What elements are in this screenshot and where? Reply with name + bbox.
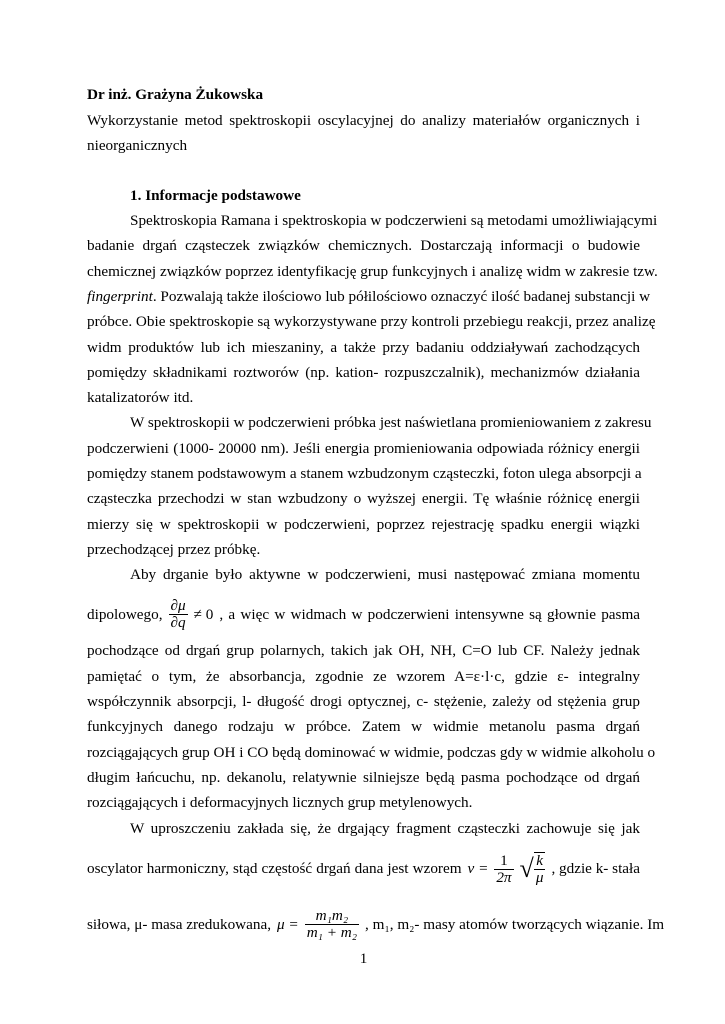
frequency-formula-numerator: 1 <box>494 853 513 870</box>
dipole-derivative-formula <box>169 598 188 631</box>
formula-denominator: ∂q <box>170 614 186 631</box>
root-fraction <box>534 853 546 886</box>
paragraph-2-line-1: W spektroskopii w podczerwieni próbka jest naświetlana promieniowaniem z zakresu <box>130 414 652 431</box>
paragraph-2-line-4: cząsteczka przechodzi w stan wzbudzony o wyższej energii. Tę właśnie różnicę energii <box>87 490 640 507</box>
paragraph-3-line-2 <box>87 598 640 631</box>
formula-relation: ≠ 0 <box>193 605 214 623</box>
paragraph-3-line-5: współczynnik absorpcji, l- długość drogi optycznej, c- stężenie, zależy od stężenia grup <box>87 693 640 710</box>
paragraph-3-line-4: pamiętać o tym, że absorbancja, zgodnie ze wzorem A=ε·l·c, gdzie ε- integralny <box>87 668 640 685</box>
page-number: 1 <box>359 950 368 967</box>
paragraph-2-line-2: podczerwieni (1000- 20000 nm). Jeśli energia promieniowania odpowiada różnicy energii <box>87 440 640 457</box>
paragraph-3-line-1: Aby drganie było aktywne w podczerwieni, musi następować zmiana momentu <box>130 566 640 583</box>
frequency-formula-lhs: ν = <box>467 860 489 877</box>
fingerprint-term: fingerprint <box>87 288 153 305</box>
author-name: Dr inż. Grażyna Żukowska <box>87 86 264 103</box>
document-title-line-1: Wykorzystanie metod spektroskopii oscylacyjnej do analizy materiałów organicznych i <box>87 112 640 129</box>
paragraph-3-line-2-start: dipolowego, <box>87 605 163 623</box>
paragraph-4-line-2 <box>87 852 640 886</box>
paragraph-3-line-7: rozciągających grup OH i CO będą dominować w widmie, podczas gdy w widmie alkoholu o <box>87 744 656 761</box>
document-page <box>87 0 665 1024</box>
paragraph-1-line-7: pomiędzy składnikami roztworów (np. kation- rozpuszczalnik), mechanizmów działania <box>87 364 640 381</box>
formula-numerator: ∂μ <box>170 597 186 614</box>
paragraph-4-line-1: W uproszczeniu zakłada się, że drgający fragment cząsteczki zachowuje się jak <box>130 820 640 837</box>
reduced-mass-formula-lhs: μ = <box>277 915 299 933</box>
section-heading: 1. Informacje podstawowe <box>130 187 301 204</box>
paragraph-1-line-5: próbce. Obie spektroskopie są wykorzystywane przy kontroli przebiegu reakcji, przez analizę <box>87 313 656 330</box>
reduced-mass-formula-fraction <box>305 908 359 941</box>
paragraph-1-line-4-rest: . Pozwalają także ilościowo lub półilościowo oznaczyć ilość badanej substancji w <box>152 288 651 305</box>
paragraph-4-line-3 <box>87 907 665 941</box>
document-title-line-2: nieorganicznych <box>87 137 188 154</box>
root-denominator: μ <box>535 869 544 886</box>
frequency-formula-denominator: 2π <box>496 868 512 886</box>
paragraph-2-line-5: mierzy się w spektroskopii w podczerwieni, poprzez rejestrację spadku energii wiązki <box>87 516 640 533</box>
paragraph-1-line-4 <box>87 288 651 306</box>
reduced-mass-denominator: m₁ + m₂ <box>306 924 358 941</box>
paragraph-4-line-2-start: oscylator harmoniczny, stąd częstość drgań dana jest wzorem <box>87 860 462 877</box>
paragraph-1-line-3: chemicznej związków poprzez identyfikację grup funkcyjnych i analizę widm w zakresie tzw. <box>87 263 658 280</box>
reduced-mass-numerator: m₁m₂ <box>305 908 359 925</box>
paragraph-4-line-3-start: siłowa, μ- masa zredukowana, <box>87 915 272 933</box>
root-numerator: k <box>534 853 546 870</box>
paragraph-3-line-8: długim łańcuchu, np. dekanolu, relatywnie silniejsze będą pasma pochodzące od drgań <box>87 769 640 786</box>
paragraph-3-line-9: rozciągających i deformacyjnych licznych grup metylenowych. <box>87 794 473 811</box>
paragraph-1-line-6: widm produktów lub ich mieszaniny, a także przy badaniu oddziaływań zachodzących <box>87 339 640 356</box>
frequency-formula-fraction <box>494 853 513 886</box>
square-root-symbol: √ $\frac{k}{\mu}$ <box>519 852 544 886</box>
paragraph-1-line-1: Spektroskopia Ramana i spektroskopia w podczerwieni są metodami umożliwiającymi <box>130 212 658 229</box>
paragraph-3-line-3: pochodzące od drgań grup polarnych, takich jak OH, NH, C=O lub CF. Należy jednak <box>87 642 640 659</box>
paragraph-4-line-3-rest: , m₁, m₂- masy atomów tworzących wiązanie. Im <box>365 915 665 933</box>
paragraph-1-line-8: katalizatorów itd. <box>87 389 194 406</box>
paragraph-3-line-6: funkcyjnych danego rodzaju w próbce. Zatem w widmie metanolu pasma drgań <box>87 718 640 735</box>
paragraph-2-line-3: pomiędzy stanem podstawowym a stanem wzbudzonym cząsteczki, foton ulega absorpcji a <box>87 465 642 482</box>
paragraph-1-line-2: badanie drgań cząsteczek związków chemicznych. Dostarczają informacji o budowie <box>87 237 640 254</box>
paragraph-3-line-2-rest: , a więc w widmach w podczerwieni intensywne są głownie pasma <box>219 605 640 623</box>
paragraph-4-line-2-rest: , gdzie k- stała <box>551 860 640 877</box>
paragraph-2-line-6: przechodzącej przez próbkę. <box>87 541 261 558</box>
